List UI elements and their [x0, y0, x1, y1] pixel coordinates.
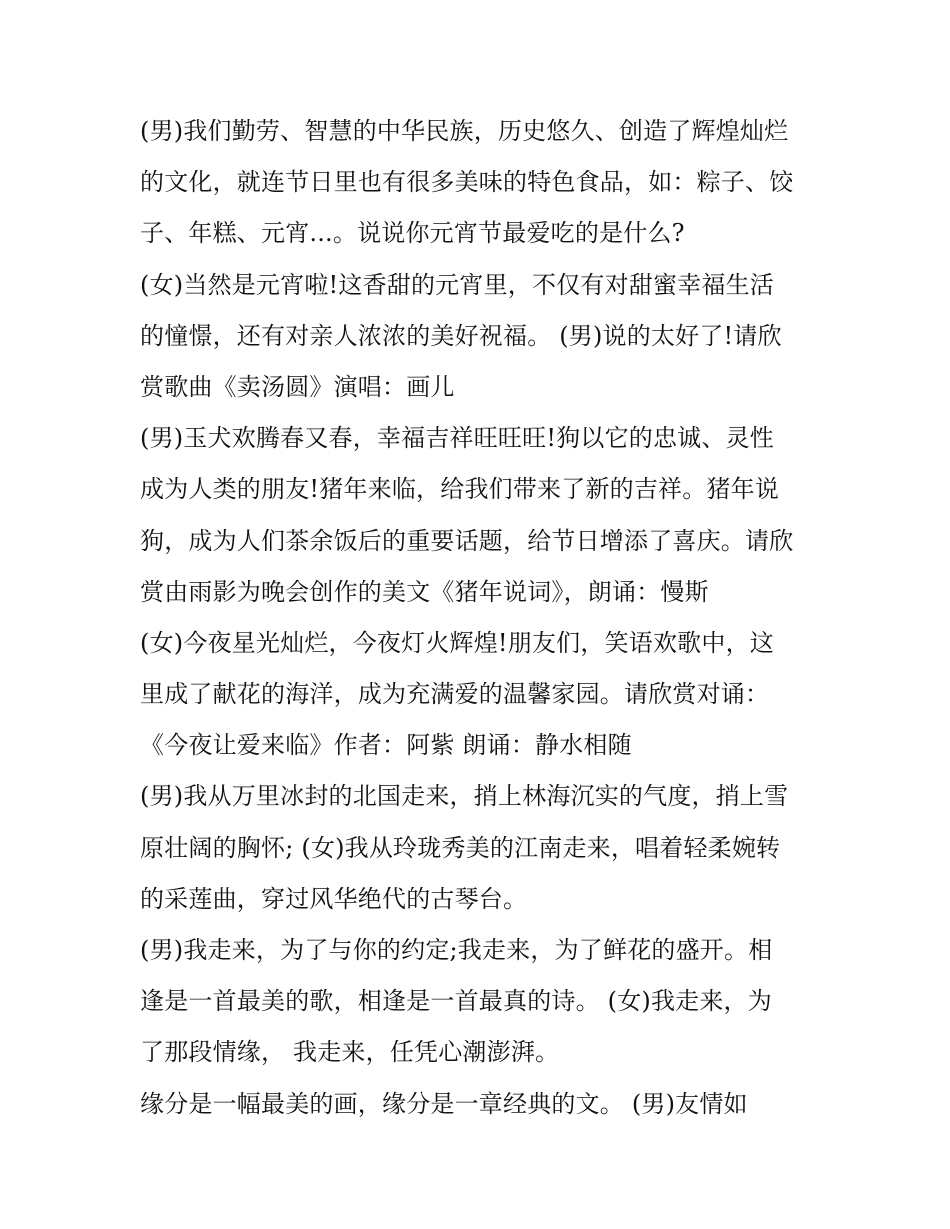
- text-line: 《今夜让爱来临》作者：阿紫 朗诵：静水相随: [140, 731, 632, 760]
- text-line: 赏歌曲《卖汤圆》演唱：画儿: [140, 372, 455, 401]
- text-line: 成为人类的朋友!猪年来临，给我们带来了新的吉祥。猪年说: [140, 475, 780, 504]
- text-line: (女)今夜星光灿烂，今夜灯火辉煌!朋友们，笑语欢歌中，这: [140, 628, 774, 657]
- text-line: (男)玉犬欢腾春又春，幸福吉祥旺旺旺!狗以它的忠诚、灵性: [140, 424, 774, 453]
- text-line: 狗，成为人们茶余饭后的重要话题，给节日增添了喜庆。请欣: [140, 526, 794, 555]
- document-body: [140, 106, 830, 1130]
- text-line: 的憧憬，还有对亲人浓浓的美好祝福。 (男)说的太好了!请欣: [140, 321, 782, 350]
- text-line: 原壮阔的胸怀; (女)我从玲珑秀美的江南走来，唱着轻柔婉转: [140, 833, 781, 862]
- text-line: 逢是一首最美的歌，相逢是一首最真的诗。 (女)我走来，为: [140, 987, 772, 1016]
- text-line: 了那段情缘， 我走来，任凭心潮澎湃。: [140, 1038, 560, 1067]
- text-line: 缘分是一幅最美的画，缘分是一章经典的文。 (男)友情如: [140, 1089, 748, 1118]
- text-line: (男)我们勤劳、智慧的中华民族，历史悠久、创造了辉煌灿烂: [140, 117, 789, 145]
- text-line: 赏由雨影为晚会创作的美文《猪年说词》，朗诵：慢斯: [140, 577, 709, 606]
- text-line: (女)当然是元宵啦!这香甜的元宵里，不仅有对甜蜜幸福生活: [140, 270, 774, 299]
- text-line: 的采莲曲，穿过风华绝代的古琴台。: [140, 884, 528, 913]
- text-line: (男)我从万里冰封的北国走来，捎上林海沉实的气度，捎上雪: [140, 782, 789, 811]
- text-line: 子、年糕、元宵...。说说你元宵节最爱吃的是什么?: [140, 219, 685, 248]
- text-line: 里成了献花的海洋，成为充满爱的温馨家园。请欣赏对诵：: [140, 680, 770, 709]
- text-line: 的文化，就连节日里也有很多美味的特色食品，如：粽子、饺: [140, 168, 794, 197]
- text-line: (男)我走来，为了与你的约定;我走来，为了鲜花的盛开。相: [140, 936, 773, 964]
